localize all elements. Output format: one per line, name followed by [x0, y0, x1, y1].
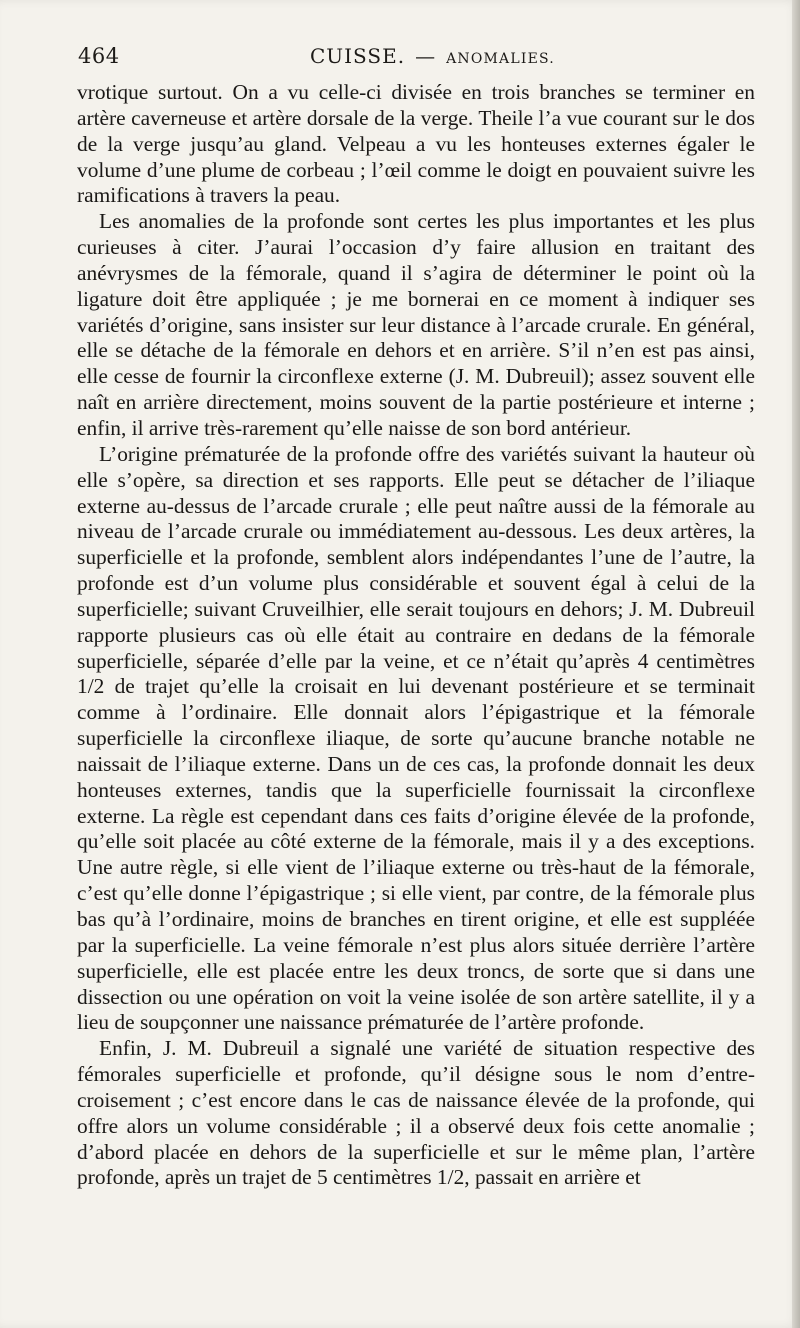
page-edge	[792, 0, 800, 1328]
title-separator: —	[415, 44, 437, 68]
running-title	[310, 44, 555, 68]
page-number: 464	[78, 44, 120, 68]
paragraph-origine-prematuree: L’origine prématurée de la profonde offre des variétés suivant la hauteur où elle s’opère, sa direction et ses rapports. Elle peut se détacher de l’iliaque externe au-dessus de l’arcade crurale ; elle peut naître aussi de la fémorale au niveau de l’arcade crurale ou immédiatement au-dessous. Les deux artères, la superficielle et la profonde, semblent alors indépendantes l’une de l’autre, la profonde est d’un volume plus considérable et souvent égal à celui de la superficielle; suivant Cruveilhier, elle serait toujours en dehors; J. M. Dubreuil rapporte plusieurs cas où elle était au contraire en dedans de la fémorale superficielle, séparée d’elle par la veine, et ce n’était qu’après 4 centimètres 1/2 de trajet qu’elle la croisait en lui devenant postérieure et se terminait comme à l’ordinaire. Elle donnait alors l’épigastrique et la fémorale superficielle la circonflexe iliaque, de sorte qu’aucune branche notable ne naissait de l’iliaque externe. Dans un de ces cas, la profonde donnait les deux honteuses externes, tandis que la superficielle fournissait la circonflexe externe. La règle est cependant dans ces faits d’origine élevée de la profonde, qu’elle soit placée au côté externe de la fémorale, mais il y a des exceptions. Une autre règle, si elle vient de l’iliaque externe ou très-haut de la fémorale, c’est qu’elle donne l’épigastrique ; si elle vient, par contre, de la fémorale plus bas qu’à l’ordinaire, moins de branches en tirent origine, et elle est suppléée par la superficielle. La veine fémorale n’est plus alors située derrière l’artère superficielle, elle est placée entre les deux troncs, de sorte que si dans une dissection ou une opération on voit la veine isolée de son artère satellite, il y a lieu de soupçonner une naissance prématurée de l’artère profonde.	[77, 441, 755, 1035]
running-header	[78, 44, 756, 74]
paragraph-continued: vrotique surtout. On a vu celle-ci divisée en trois branches se terminer en artère caverneuse et artère dorsale de la verge. Theile l’a vue courant sur le dos de la verge jusqu’au gland. Velpeau a vu les honteuses externes égaler le volume d’une plume de corbeau ; l’œil comme le doigt en pouvaient suivre les ramifications à travers la peau.	[77, 80, 755, 208]
paragraph-profonde-anomalies: Les anomalies de la profonde sont certes les plus importantes et les plus curieuses à citer. J’aurai l’occasion d’y faire allusion en traitant des anévrysmes de la fémorale, quand il s’agira de déterminer le point où la ligature doit être appliquée ; je me bornerai en ce moment à indiquer ses variétés d’origine, sans insister sur leur distance à l’arcade crurale. En général, elle se détache de la fémorale en dehors et en arrière. S’il n’en est pas ainsi, elle cesse de fournir la circonflexe externe (J. M. Dubreuil); assez souvent elle naît en arrière directement, moins souvent de la partie postérieure et interne ; enfin, il arrive très-rarement qu’elle naisse de son bord antérieur.	[77, 209, 755, 440]
section-subtitle: ANOMALIES.	[446, 51, 555, 67]
body-text	[77, 80, 755, 1191]
chapter-title: CUISSE.	[310, 44, 406, 68]
paragraph-entre-croisement: Enfin, J. M. Dubreuil a signalé une variété de situation respective des fémorales superficielle et profonde, qu’il désigne sous le nom d’entre-croisement ; c’est encore dans le cas de naissance élevée de la profonde, qui offre alors un volume considérable ; il a observé deux fois cette anomalie ; d’abord placée en dehors de la superficielle et sur le même plan, l’artère profonde, après un trajet de 5 centimètres 1/2, passait en arrière et	[77, 1036, 755, 1190]
